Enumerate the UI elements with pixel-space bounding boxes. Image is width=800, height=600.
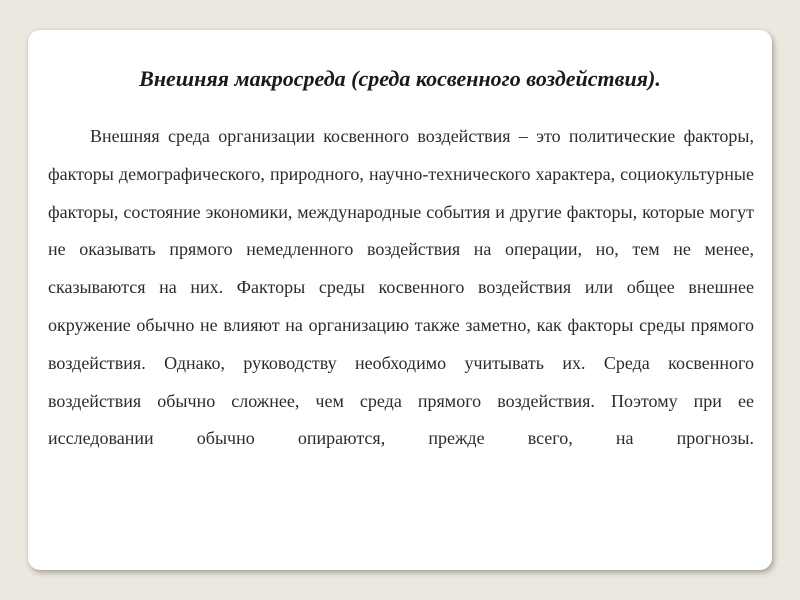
slide-title: Внешняя макросреда (среда косвенного воздействия). xyxy=(139,66,661,91)
slide-body-paragraph: Внешняя среда организации косвенного воздействия – это политические факторы, факторы демографического, природного, научно-технического характера, социокультурные факторы, состояние экономики, международные события и другие факторы, которые могут не оказывать прямого немедленного воздействия на операции, но, тем не менее, сказываются на них. Факторы среды косвенного воздействия или общее внешнее окружение обычно не влияют на организацию также заметно, как факторы среды прямого воздействия. Однако, руководству необходимо учитывать их. Среда косвенного воздействия обычно сложнее, чем среда прямого воздействия. Поэтому при ее исследовании обычно опираются, прежде всего, на прогнозы. xyxy=(48,126,754,449)
slide-card xyxy=(28,30,772,570)
